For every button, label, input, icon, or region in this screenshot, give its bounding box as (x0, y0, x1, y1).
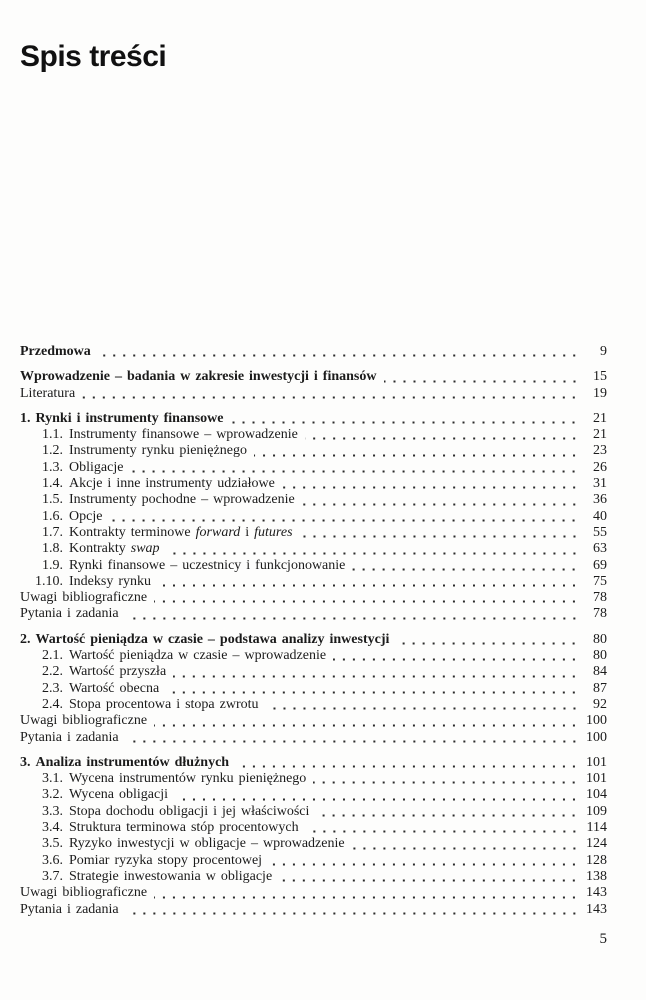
toc-leader-dots (154, 600, 579, 603)
toc-entry (20, 411, 607, 427)
toc-entry-label: Indeksy rynku (69, 573, 151, 589)
toc-entry-label: Struktura terminowa stóp procentowych (69, 820, 299, 836)
toc-entry (20, 730, 607, 746)
toc-entry (20, 476, 607, 492)
page-title: Spis treści (20, 40, 167, 73)
toc-entry-number: 3.3. (42, 803, 63, 819)
toc-entry (20, 509, 607, 525)
toc-entry-page: 78 (593, 606, 607, 622)
toc-leader-dots (82, 396, 579, 399)
toc-entry (20, 386, 607, 402)
toc-leader-dots (306, 830, 579, 833)
toc-leader-dots (166, 691, 579, 694)
toc-leader-dots (352, 568, 579, 571)
toc-entry-label: Uwagi bibliograficzne (20, 713, 148, 729)
toc-entry (20, 713, 607, 729)
toc-entry-label: Wartość pieniądza w czasie – podstawa analizy inwestycji (35, 631, 390, 647)
toc-entry (20, 820, 607, 836)
toc-entry (20, 632, 607, 648)
toc-entry-page: 69 (593, 557, 607, 573)
toc-entry-page: 80 (593, 648, 607, 664)
toc-entry-number: 3. (20, 754, 31, 770)
toc-entry-label: Pomiar ryzyka stopy procentowej (69, 852, 263, 868)
toc-entry-number: 1.7. (42, 524, 63, 540)
toc-entry-number: 1.1. (42, 427, 63, 443)
toc-entry (20, 755, 607, 771)
toc-entry-page: 15 (593, 369, 607, 385)
toc-entry-page: 143 (586, 901, 607, 917)
toc-entry-page: 100 (586, 729, 607, 745)
toc-entry-label: Wartość pieniądza w czasie – wprowadzenie (69, 648, 327, 664)
toc-list (20, 344, 607, 918)
toc-entry-label: Pytania i zadania (20, 606, 119, 622)
page-number: 5 (599, 931, 607, 947)
toc-entry-number: 3.7. (42, 868, 63, 884)
toc-entry-number: 3.2. (42, 787, 63, 803)
toc-entry-number: 1.4. (42, 476, 63, 492)
toc-entry (20, 787, 607, 803)
toc-entry-page: 40 (593, 508, 607, 524)
toc-entry-label: Pytania i zadania (20, 729, 119, 745)
toc-entry-number: 2.2. (42, 664, 63, 680)
toc-leader-dots (167, 552, 579, 555)
toc-leader-dots (384, 380, 580, 383)
toc-entry (20, 492, 607, 508)
toc-leader-dots (236, 765, 579, 768)
toc-entry-page: 80 (593, 631, 607, 647)
toc-entry-number: 3.5. (42, 836, 63, 852)
toc-leader-dots (126, 617, 579, 620)
toc-entry-page: 75 (593, 573, 607, 589)
toc-entry-label: Rynki finansowe – uczestnicy i funkcjonowanie (69, 557, 346, 573)
toc-entry (20, 541, 607, 557)
toc-entry-page: 109 (586, 803, 607, 819)
toc-entry (20, 804, 607, 820)
toc-entry-number: 3.1. (42, 771, 63, 787)
toc-entry-page: 9 (600, 344, 607, 359)
toc-entry-page: 104 (586, 787, 607, 803)
toc-leader-dots (254, 454, 579, 457)
toc-entry-page: 19 (593, 385, 607, 401)
toc-entry (20, 460, 607, 476)
toc-entry-number: 3.4. (42, 820, 63, 836)
toc-leader-dots (316, 814, 579, 817)
toc-entry (20, 590, 607, 606)
toc-entry-label: Kontrakty terminowe forward i futures (69, 524, 293, 540)
toc-entry-page: 87 (593, 680, 607, 696)
toc-leader-dots (154, 724, 579, 727)
toc-entry-number: 1.2. (42, 443, 63, 459)
toc-entry (20, 606, 607, 622)
toc-leader-dots (158, 584, 579, 587)
toc-entry-number: 2. (20, 631, 31, 647)
toc-entry-page: 124 (586, 836, 607, 852)
toc-entry-label: Instrumenty finansowe – wprowadzenie (69, 427, 298, 443)
toc-entry-page: 31 (593, 476, 607, 492)
toc-entry-label: Akcje i inne instrumenty udziałowe (69, 476, 275, 492)
toc-entry-page: 36 (593, 492, 607, 508)
toc-leader-dots (175, 798, 579, 801)
toc-entry (20, 697, 607, 713)
toc-entry (20, 427, 607, 443)
toc-leader-dots (230, 421, 579, 424)
toc-leader-dots (109, 519, 579, 522)
toc-entry-label: Ryzyko inwestycji w obligacje – wprowadzenie (69, 836, 345, 852)
toc-entry (20, 648, 607, 664)
toc-leader-dots (313, 781, 579, 784)
toc-entry-page: 21 (593, 410, 607, 426)
toc-entry-page: 100 (586, 713, 607, 729)
toc-entry (20, 869, 607, 885)
toc-leader-dots (396, 642, 579, 645)
toc-leader-dots (302, 503, 579, 506)
toc-entry-label: Wycena obligacji (69, 787, 169, 803)
toc-entry-number: 2.3. (42, 680, 63, 696)
toc-entry-number: 1.10. (35, 573, 63, 589)
toc-leader-dots (126, 912, 579, 915)
toc-entry-label: Przedmowa (20, 344, 91, 359)
toc-entry (20, 443, 607, 459)
toc-entry-label: Opcje (69, 508, 103, 524)
toc-entry-page: 128 (586, 852, 607, 868)
toc-entry-label: Wycena instrumentów rynku pieniężnego (69, 771, 307, 787)
toc-entry-page: 21 (593, 427, 607, 443)
toc-leader-dots (333, 658, 579, 661)
toc-entry (20, 902, 607, 918)
toc-leader-dots (282, 486, 579, 489)
toc-entry-label: Stopa procentowa i stopa zwrotu (69, 696, 259, 712)
toc-entry-number: 1.9. (42, 557, 63, 573)
toc-leader-dots (266, 707, 579, 710)
toc-entry-number: 1.6. (42, 508, 63, 524)
toc-leader-dots (269, 863, 579, 866)
toc-leader-dots (126, 740, 579, 743)
toc-leader-dots (98, 354, 579, 357)
toc-leader-dots (300, 535, 579, 538)
toc-entry-label: Instrumenty pochodne – wprowadzenie (69, 492, 295, 508)
toc-entry-label: Pytania i zadania (20, 901, 119, 917)
toc-leader-dots (154, 896, 579, 899)
toc-entry-number: 1.5. (42, 492, 63, 508)
toc-entry-number: 3.6. (42, 852, 63, 868)
toc-entry-label: Uwagi bibliograficzne (20, 885, 148, 901)
toc-entry-page: 92 (593, 696, 607, 712)
toc-entry-number: 2.1. (42, 648, 63, 664)
toc-leader-dots (352, 847, 579, 850)
toc-entry-page: 101 (586, 754, 607, 770)
toc-entry (20, 771, 607, 787)
toc-entry-label: Analiza instrumentów dłużnych (35, 754, 230, 770)
toc-entry-label: Kontrakty swap (69, 541, 160, 557)
toc-entry (20, 525, 607, 541)
toc-entry-label: Wartość przyszła (69, 664, 167, 680)
toc-entry-page: 143 (586, 885, 607, 901)
toc-entry (20, 836, 607, 852)
toc-entry (20, 853, 607, 869)
toc-leader-dots (305, 437, 579, 440)
toc-entry (20, 574, 607, 590)
toc-entry (20, 885, 607, 901)
toc-entry-page: 63 (593, 541, 607, 557)
toc-entry-label: Rynki i instrumenty finansowe (35, 410, 224, 426)
toc-entry-number: 2.4. (42, 696, 63, 712)
toc-entry-page: 26 (593, 459, 607, 475)
toc-entry (20, 558, 607, 574)
toc-entry-label: Literatura (20, 385, 76, 401)
toc-entry-page: 55 (593, 524, 607, 540)
toc-entry-page: 78 (593, 590, 607, 606)
toc-leader-dots (173, 675, 579, 678)
toc-entry (20, 681, 607, 697)
toc-entry-page: 114 (586, 820, 607, 836)
toc-entry-label: Wartość obecna (69, 680, 160, 696)
toc-entry (20, 369, 607, 385)
toc-entry-label: Strategie inwestowania w obligacje (69, 868, 273, 884)
toc-entry-number: 1.3. (42, 459, 63, 475)
toc-entry-label: Wprowadzenie – badania w zakresie inwestycji i finansów (20, 369, 377, 385)
toc-leader-dots (279, 879, 579, 882)
toc-entry-page: 84 (593, 664, 607, 680)
toc-entry (20, 664, 607, 680)
toc-leader-dots (130, 470, 579, 473)
toc-entry-page: 23 (593, 443, 607, 459)
toc-entry-number: 1. (20, 410, 31, 426)
toc-entry-label: Instrumenty rynku pieniężnego (69, 443, 247, 459)
toc-entry-number: 1.8. (42, 541, 63, 557)
toc-entry (20, 344, 607, 360)
toc-entry-page: 138 (586, 868, 607, 884)
toc-entry-label: Stopa dochodu obligacji i jej właściwości (69, 803, 310, 819)
toc-entry-page: 101 (586, 771, 607, 787)
toc-entry-label: Obligacje (69, 459, 124, 475)
toc-entry-label: Uwagi bibliograficzne (20, 590, 148, 606)
